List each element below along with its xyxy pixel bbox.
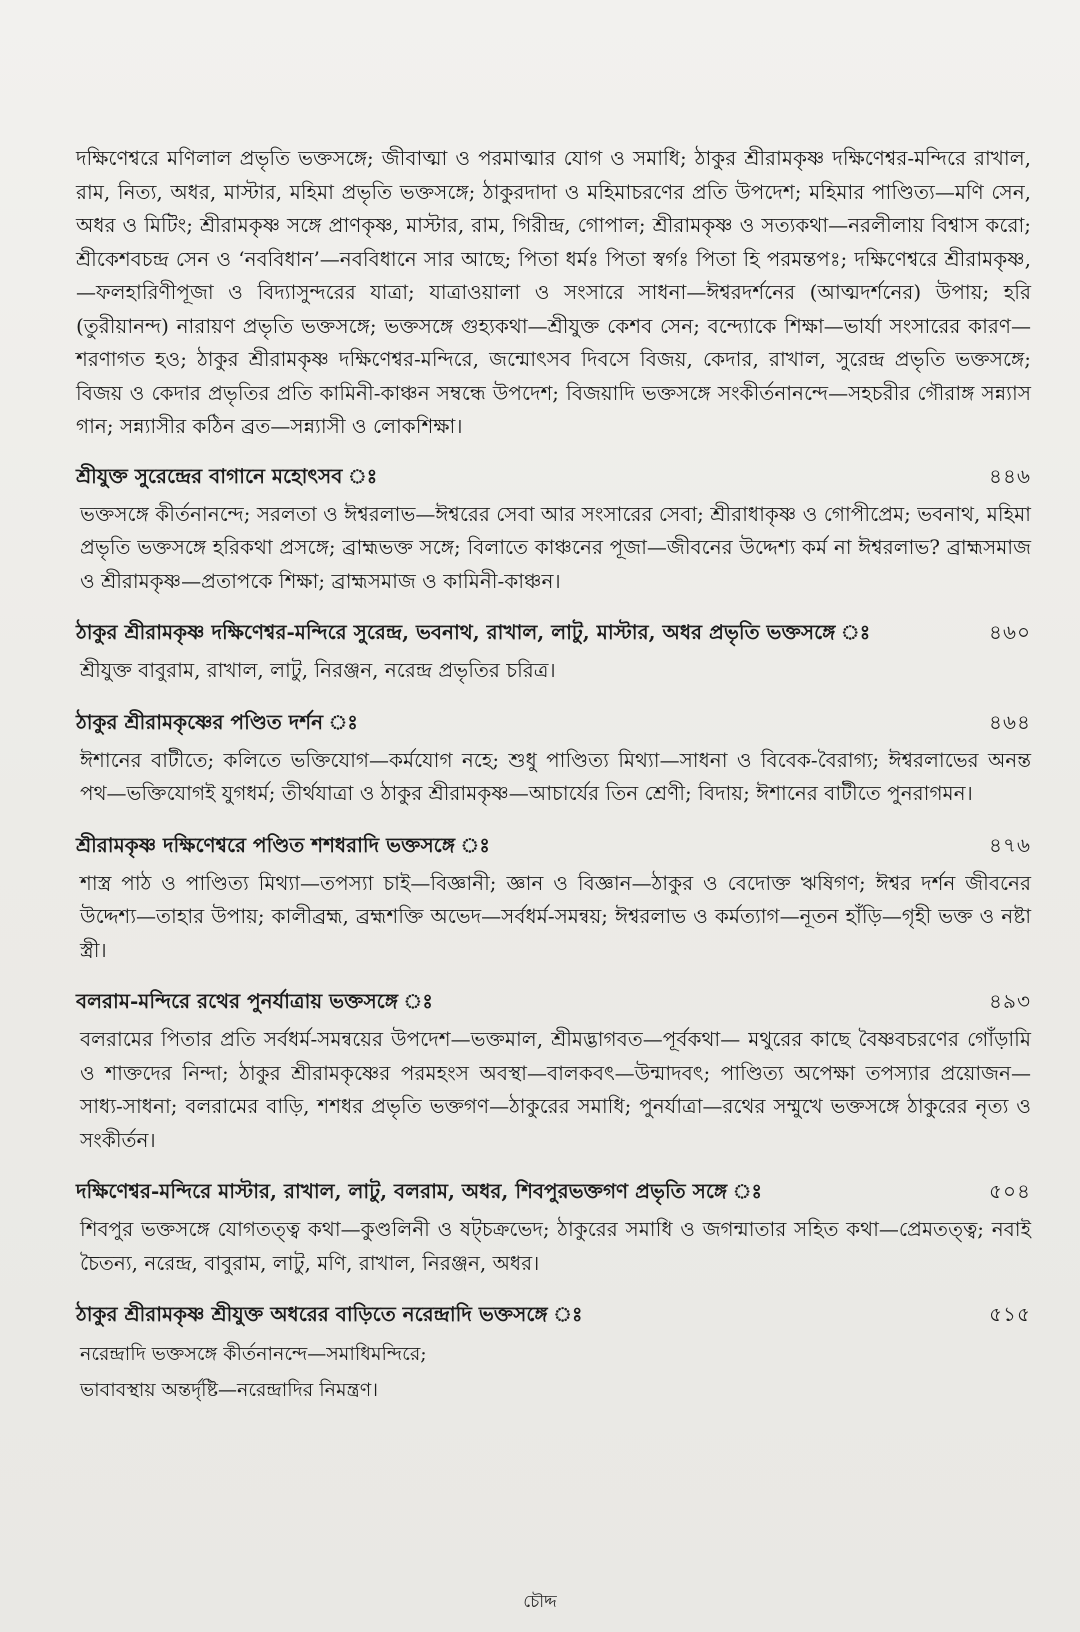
page-number: ৫১৫ [989, 1302, 1031, 1326]
section-title: বলরাম-মন্দিরে রথের পুনর্যাত্রায় ভক্তসঙ্গে ঃ [76, 989, 433, 1013]
section-body: ঈশানের বাটীতে; কলিতে ভক্তিযোগ—কর্মযোগ নহে; শুধু পাণ্ডিত্য মিথ্যা—সাধনা ও বিবেক-বৈরাগ্য; ঈশ্বরলাভের অনন্ত পথ—ভক্তিযোগই যুগধর্ম; তীর্থযাত্রা ও ঠাকুর শ্রীরামকৃষ্ণ—আচার্যের তিন শ্রেণী; বিদায়; ঈশানের বাটীতে পুনরাগমন। [80, 747, 1031, 805]
section-heading [76, 1175, 1031, 1207]
section-heading [76, 1298, 1031, 1330]
contents-section-last [76, 1298, 1031, 1408]
section-heading [76, 706, 1031, 738]
contents-list [76, 142, 1031, 1426]
section-heading [76, 460, 1031, 492]
section-body: বলরামের পিতার প্রতি সর্বধর্ম-সমন্বয়ের উপদেশ—ভক্তমাল, শ্রীমদ্ভাগবত—পূর্বকথা— মথুরের কাছে বৈষ্ণবচরণের গোঁড়ামি ও শাক্তদের নিন্দা; ঠাকুর শ্রীরামকৃষ্ণের পরমহংস অবস্থা—বালকবৎ—উন্মাদবৎ; পাণ্ডিত্য অপেক্ষা তপস্যার প্রয়োজন—সাধ্য-সাধনা; বলরামের বাড়ি, শশধর প্রভৃতি ভক্তগণ—ঠাকুরের সমাধি; পুনর্যাত্রা—রথের সম্মুখে ভক্তসঙ্গে ঠাকুরের নৃত্য ও সংকীর্তন। [80, 1027, 1031, 1152]
section-title: শ্রীযুক্ত সুরেন্দ্রের বাগানে মহোৎসব ঃ [76, 463, 378, 488]
page-number: ৪৪৬ [989, 463, 1031, 488]
page-number: ৪৬৪ [989, 709, 1031, 734]
section-title: দক্ষিণেশ্বর-মন্দিরে মাস্টার, রাখাল, লাটু, বলরাম, অধর, শিবপুরভক্তগণ প্রভৃতি সঙ্গে ঃ [76, 1179, 763, 1203]
section-heading [76, 829, 1031, 861]
contents-section [76, 829, 1031, 968]
contents-section [76, 460, 1031, 599]
section-body: ভক্তসঙ্গে কীর্তনানন্দে; সরলতা ও ঈশ্বরলাভ—ঈশ্বরের সেবা আর সংসারের সেবা; শ্রীরাধাকৃষ্ণ ও গোপীপ্রেম; ভবনাথ, মহিমা প্রভৃতি ভক্তসঙ্গে হরিকথা প্রসঙ্গে; ব্রাহ্মভক্ত সঙ্গে; বিলাতে কাঞ্চনের পূজা—জীবনের উদ্দেশ্য কর্ম না ঈশ্বরলাভ? ব্রাহ্মসমাজ ও শ্রীরামকৃষ্ণ—প্রতাপকে শিক্ষা; ব্রাহ্মসমাজ ও কামিনী-কাঞ্চন। [80, 501, 1031, 593]
section-body-line: ভাবাবস্থায় অন্তর্দৃষ্টি—নরেন্দ্রাদির নিমন্ত্রণ। [80, 1379, 379, 1401]
contents-section [76, 1175, 1031, 1280]
section-heading [76, 616, 1031, 648]
footer-page-number: চৌদ্দ [523, 1592, 557, 1612]
section-body: শিবপুর ভক্তসঙ্গে যোগতত্ত্ব কথা—কুণ্ডলিনী ও ষট্‌চক্রভেদ; ঠাকুরের সমাধি ও জগন্মাতার সহিত কথা—প্রেমতত্ত্ব; নবাই চৈতন্য, নরেন্দ্র, বাবুরাম, লাটু, মণি, রাখাল, নিরঞ্জন, অধর। [80, 1217, 1031, 1275]
page-number: ৪৭৬ [989, 832, 1031, 857]
section-heading [76, 985, 1031, 1017]
section-body: শাস্ত্র পাঠ ও পাণ্ডিত্য মিথ্যা—তপস্যা চাই—বিজ্ঞানী; জ্ঞান ও বিজ্ঞান—ঠাকুর ও বেদোক্ত ঋষিগণ; ঈশ্বর দর্শন জীবনের উদ্দেশ্য—তাহার উপায়; কালীব্রহ্ম, ব্রহ্মশক্তি অভেদ—সর্বধর্ম-সমন্বয়; ঈশ্বরলাভ ও কর্মত্যাগ—নূতন হাঁড়ি—গৃহী ভক্ত ও নষ্টা স্ত্রী। [80, 870, 1031, 962]
section-title: ঠাকুর শ্রীরামকৃষ্ণ দক্ষিণেশ্বর-মন্দিরে সুরেন্দ্র, ভবনাথ, রাখাল, লাটু, মাস্টার, অধর প্রভৃতি ভক্তসঙ্গে ঃ [76, 620, 871, 644]
page-number: ৪৯৩ [989, 989, 1031, 1013]
section-body-line: নরেন্দ্রাদি ভক্তসঙ্গে কীর্তনানন্দে—সমাধিমন্দিরে; [80, 1343, 427, 1365]
section-title: ঠাকুর শ্রীরামকৃষ্ণের পণ্ডিত দর্শন ঃ [76, 709, 358, 734]
intro-paragraph: দক্ষিণেশ্বরে মণিলাল প্রভৃতি ভক্তসঙ্গে; জীবাত্মা ও পরমাত্মার যোগ ও সমাধি; ঠাকুর শ্রীরামকৃষ্ণ দক্ষিণেশ্বর-মন্দিরে রাখাল, রাম, নিত্য, অধর, মাস্টার, মহিমা প্রভৃতি ভক্তসঙ্গে; ঠাকুরদাদা ও মহিমাচরণের প্রতি উপদেশ; মহিমার পাণ্ডিত্য—মণি সেন, অধর ও মিটিং; শ্রীরামকৃষ্ণ সঙ্গে প্রাণকৃষ্ণ, মাস্টার, রাম, গিরীন্দ্র, গোপাল; শ্রীরামকৃষ্ণ ও সত্যকথা—নরলীলায় বিশ্বাস করো; শ্রীকেশবচন্দ্র সেন ও ‘নববিধান’—নববিধানে সার আছে; পিতা ধর্মঃ পিতা স্বর্গঃ পিতা হি পরমন্তপঃ; দক্ষিণেশ্বরে শ্রীরামকৃষ্ণ,—ফলহারিণীপূজা ও বিদ্যাসুন্দরের যাত্রা; যাত্রাওয়ালা ও সংসারে সাধনা—ঈশ্বরদর্শনের (আত্মদর্শনের) উপায়; হরি (তুরীয়ানন্দ) নারায়ণ প্রভৃতি ভক্তসঙ্গে; ভক্তসঙ্গে গুহ্যকথা—শ্রীযুক্ত কেশব সেন; বন্দ্যোকে শিক্ষা—ভার্যা সংসারের কারণ—শরণাগত হও; ঠাকুর শ্রীরামকৃষ্ণ দক্ষিণেশ্বর-মন্দিরে, জন্মোৎসব দিবসে বিজয়, কেদার, রাখাল, সুরেন্দ্র প্রভৃতি ভক্তসঙ্গে; বিজয় ও কেদার প্রভৃতির প্রতি কামিনী-কাঞ্চন সম্বন্ধে উপদেশ; বিজয়াদি ভক্তসঙ্গে সংকীর্তনানন্দে—সহচরীর গৌরাঙ্গ সন্ন্যাস গান; সন্ন্যাসীর কঠিন ব্রত—সন্ন্যাসী ও লোকশিক্ষা। [76, 146, 1031, 438]
section-body [76, 1336, 1031, 1408]
page-number: ৪৬০ [989, 620, 1031, 644]
section-body: শ্রীযুক্ত বাবুরাম, রাখাল, লাটু, নিরঞ্জন, নরেন্দ্র প্রভৃতির চরিত্র। [80, 658, 556, 682]
contents-section [76, 706, 1031, 811]
page-number: ৫০৪ [989, 1179, 1031, 1203]
section-title: ঠাকুর শ্রীরামকৃষ্ণ শ্রীযুক্ত অধরের বাড়িতে নরেন্দ্রাদি ভক্তসঙ্গে ঃ [76, 1302, 583, 1326]
section-title: শ্রীরামকৃষ্ণ দক্ষিণেশ্বরে পণ্ডিত শশধরাদি ভক্তসঙ্গে ঃ [76, 832, 490, 857]
contents-section [76, 616, 1031, 688]
contents-section [76, 985, 1031, 1157]
